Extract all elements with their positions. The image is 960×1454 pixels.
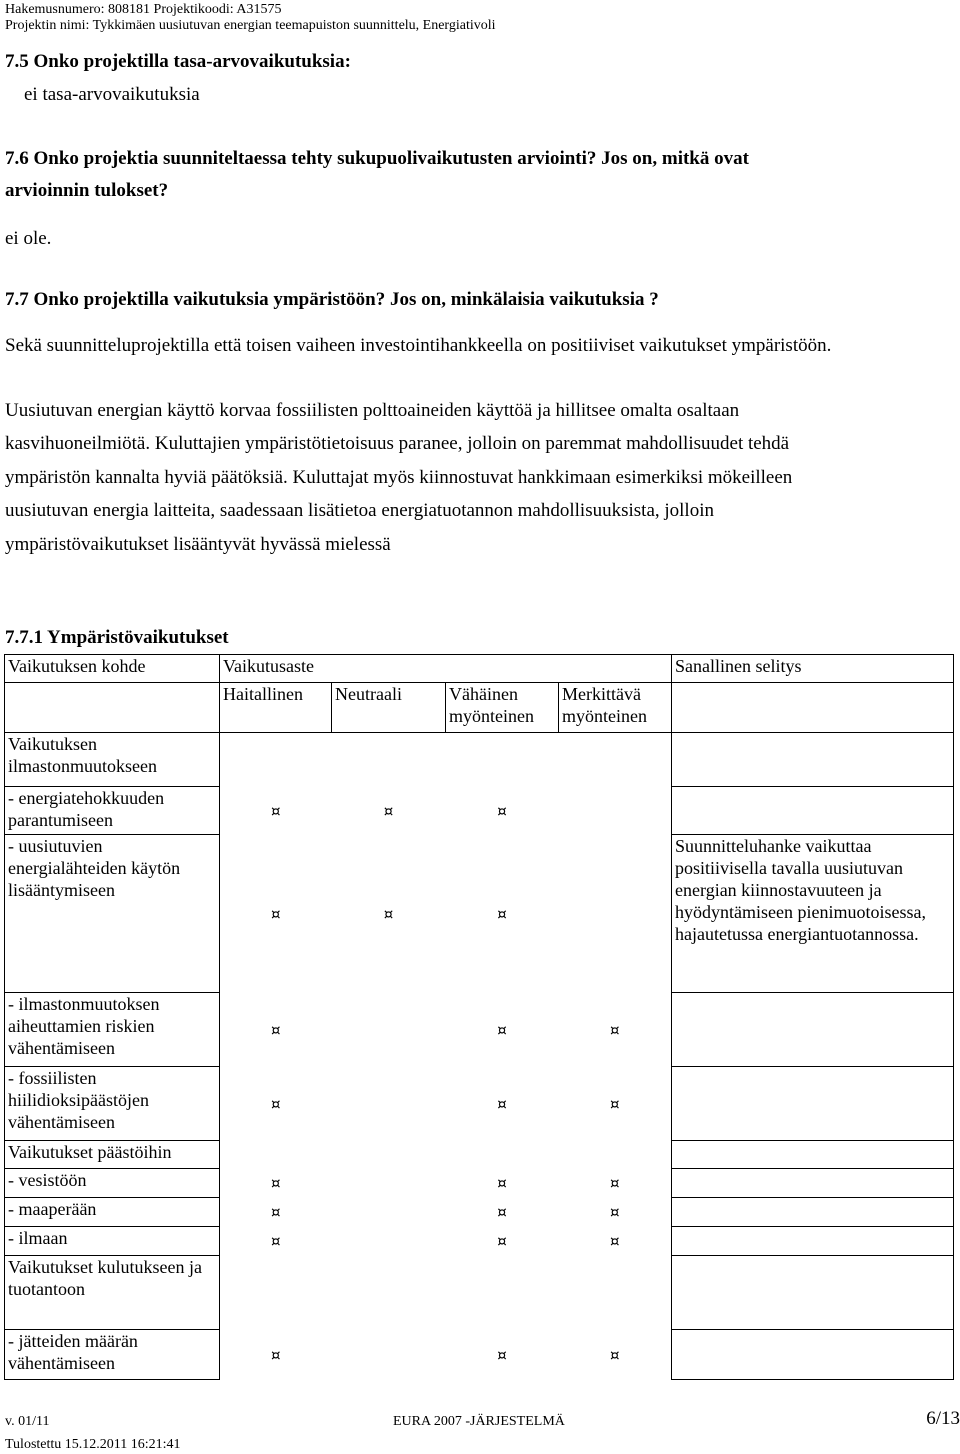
impact-level-marker: ¤ <box>497 904 507 923</box>
impact-level-marker: ¤ <box>220 1330 332 1380</box>
row-label: - uusiutuvien energialähteiden käytön lisääntymiseen <box>5 835 220 993</box>
impact-level-marker <box>332 1198 446 1227</box>
section-7-6-title-cont: arvioinnin tulokset? <box>5 180 169 201</box>
print-timestamp: Tulostettu 15.12.2011 16:21:41 <box>5 1437 181 1452</box>
table-row <box>5 1256 954 1330</box>
level-header-row <box>5 683 954 733</box>
row-label: - vesistöön <box>5 1169 220 1198</box>
impact-level-marker: ¤ <box>220 1198 332 1227</box>
impact-level-marker <box>446 1256 559 1330</box>
impact-level-marker <box>559 787 672 835</box>
impact-level-marker: ¤ <box>497 1174 507 1192</box>
impact-level-marker: ¤ <box>610 1232 620 1250</box>
section-7-7-paragraph-2-line: ympäristövaikutukset lisääntyvät hyvässä mielessä <box>5 534 391 555</box>
impact-level-marker <box>332 733 446 787</box>
level-harmful-header: Haitallinen <box>220 683 332 733</box>
level-neutral-header: Neutraali <box>332 683 446 733</box>
impact-level-marker <box>559 1141 672 1169</box>
impact-level-marker: ¤ <box>610 1345 620 1364</box>
impact-level-marker: ¤ <box>220 993 332 1067</box>
impact-level-marker: ¤ <box>220 1227 332 1256</box>
impact-level-marker <box>220 1141 332 1169</box>
row-label: Vaikutuksen ilmastonmuutokseen <box>5 733 220 787</box>
page-number: 6/13 <box>926 1408 960 1429</box>
row-description <box>672 1067 954 1141</box>
section-7-5-answer: ei tasa-arvovaikutuksia <box>24 84 200 105</box>
impact-level-marker: ¤ <box>220 1067 332 1141</box>
impact-level-marker <box>559 733 672 787</box>
project-name: Projektin nimi: Tykkimäen uusiutuvan energian teemapuiston suunnittelu, Energiativoli <box>5 18 496 33</box>
section-7-5-title: 7.5 Onko projektilla tasa-arvovaikutuksia: <box>5 51 351 72</box>
impact-level-marker <box>446 733 559 787</box>
level-minor-positive-header: Vähäinen myönteinen <box>446 683 559 733</box>
section-7-7-paragraph-2-line: kasvihuoneilmiötä. Kuluttajien ympäristötietoisuus paranee, jolloin on paremmat mahdollisuudet tehdä <box>5 433 790 454</box>
desc-header-blank <box>672 683 954 733</box>
impact-level-marker <box>332 1330 446 1380</box>
row-description: Suunnitteluhanke vaikuttaa positiivisella tavalla uusiutuvan energian kiinnostavuuteen ja hyödyntämiseen pienimuotoisessa, hajautetussa energiantuotannossa. <box>672 835 954 993</box>
row-description <box>672 1169 954 1198</box>
row-description <box>672 1198 954 1227</box>
table-row <box>5 733 954 787</box>
impact-level-marker: ¤ <box>610 1020 620 1039</box>
impact-level-marker: ¤ <box>497 1094 507 1113</box>
section-7-7-paragraph-1: Sekä suunnitteluprojektilla että toisen vaiheen investointihankkeella on positiiviset vaikutukset ympäristöön. <box>5 335 832 356</box>
impact-level-marker <box>332 1141 446 1169</box>
row-description <box>672 787 954 835</box>
section-7-7-paragraph-2-line: Uusiutuvan energian käyttö korvaa fossiilisten polttoaineiden käyttöä ja hillitsee omalta osaltaan <box>5 400 740 421</box>
row-description <box>672 1330 954 1380</box>
impact-level-marker <box>332 993 446 1067</box>
table-row <box>5 1198 954 1227</box>
row-label: - ilmastonmuutoksen aiheuttamien riskien vähentämiseen <box>5 993 220 1067</box>
table-row <box>5 787 954 835</box>
application-number: Hakemusnumero: 808181 Projektikoodi: A31575 <box>5 2 282 17</box>
section-7-6-answer: ei ole. <box>5 228 52 249</box>
table-header-row <box>5 655 954 683</box>
row-label: Vaikutukset kulutukseen ja tuotantoon <box>5 1256 220 1330</box>
section-7-6-title: 7.6 Onko projektia suunniteltaessa tehty sukupuolivaikutusten arviointi? Jos on, mitkä ovat <box>5 148 749 169</box>
section-7-7-1-title: 7.7.1 Ympäristövaikutukset <box>5 627 229 648</box>
table-row <box>5 1169 954 1198</box>
impact-level-marker: ¤ <box>610 1174 620 1192</box>
table-row <box>5 1067 954 1141</box>
section-7-7-paragraph-2-line: ympäristön kannalta hyviä päätöksiä. Kuluttajat myös kiinnostuvat hankkimaan esimerkiksi mökeilleen <box>5 467 793 488</box>
row-description <box>672 1141 954 1169</box>
version-label: v. 01/11 <box>5 1414 50 1429</box>
impact-level-marker: ¤ <box>497 1203 507 1221</box>
impact-level-marker <box>332 1227 446 1256</box>
row-description <box>672 1227 954 1256</box>
section-7-7-paragraph-2-line: uusiutuvan energia laitteita, saadessaan lisätietoa energiatuotannon mahdollisuuksista, jolloin <box>5 500 714 521</box>
impact-level-marker: ¤ <box>497 1345 507 1364</box>
table-row <box>5 1330 954 1380</box>
impact-level-marker: ¤ <box>497 1232 507 1250</box>
impact-level-marker: ¤ <box>220 1169 332 1198</box>
col-desc-header: Sanallinen selitys <box>672 655 954 683</box>
impact-level-marker: ¤ <box>220 787 332 835</box>
impact-level-marker <box>332 1067 446 1141</box>
impact-level-marker <box>332 1256 446 1330</box>
row-label: Vaikutukset päästöihin <box>5 1141 220 1169</box>
row-label: - maaperään <box>5 1198 220 1227</box>
impact-level-marker: ¤ <box>383 801 394 820</box>
table-row <box>5 1227 954 1256</box>
section-7-7-title: 7.7 Onko projektilla vaikutuksia ympäristöön? Jos on, minkälaisia vaikutuksia ? <box>5 289 659 310</box>
level-header-blank <box>5 683 220 733</box>
row-label: - energiatehokkuuden parantumiseen <box>5 787 220 835</box>
impact-level-marker <box>559 835 672 993</box>
row-description <box>672 733 954 787</box>
impact-level-marker: ¤ <box>610 1203 620 1221</box>
col-level-header: Vaikutusaste <box>220 655 672 683</box>
impact-level-marker <box>220 733 332 787</box>
impact-level-marker <box>446 1141 559 1169</box>
impact-level-marker <box>559 1256 672 1330</box>
environmental-impact-table <box>4 654 954 1380</box>
row-label: - jätteiden määrän vähentämiseen <box>5 1330 220 1380</box>
level-major-positive-header: Merkittävä myönteinen <box>559 683 672 733</box>
row-description <box>672 1256 954 1330</box>
row-label: - ilmaan <box>5 1227 220 1256</box>
impact-level-marker: ¤ <box>610 1094 620 1113</box>
impact-level-marker: ¤ <box>497 1020 507 1039</box>
impact-level-marker: ¤ <box>497 801 507 820</box>
row-label: - fossiilisten hiilidioksipäästöjen vähentämiseen <box>5 1067 220 1141</box>
table-row <box>5 1141 954 1169</box>
impact-level-marker <box>332 1169 446 1198</box>
impact-level-marker: ¤ <box>383 904 394 923</box>
impact-level-marker: ¤ <box>220 835 332 993</box>
system-label: EURA 2007 -JÄRJESTELMÄ <box>393 1414 565 1429</box>
col-target-header: Vaikutuksen kohde <box>5 655 220 683</box>
table-row <box>5 835 954 993</box>
row-description <box>672 993 954 1067</box>
impact-level-marker <box>220 1256 332 1330</box>
table-row <box>5 993 954 1067</box>
